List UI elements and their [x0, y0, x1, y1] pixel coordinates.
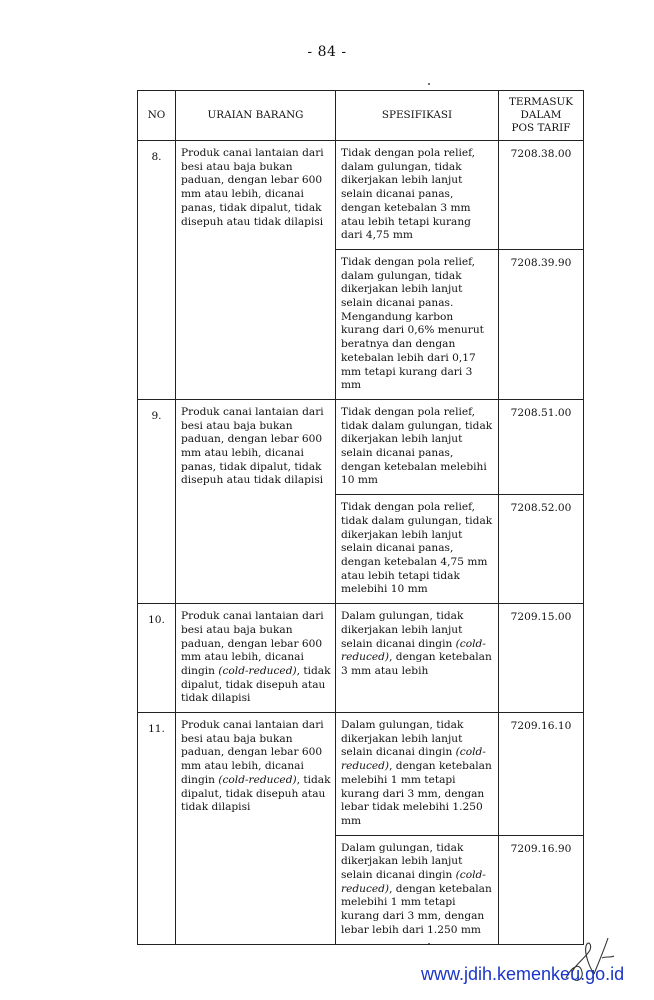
tariff-code: 7208.51.00	[499, 399, 584, 494]
header-uraian-barang: URAIAN BARANG	[176, 91, 336, 141]
tariff-code: 7208.38.00	[499, 141, 584, 250]
row-number: 9.	[138, 399, 176, 603]
spec-text: Dalam gulungan, tidak dikerjakan lebih lanjut selain dicanai dingin	[341, 719, 464, 759]
row-number: 8.	[138, 141, 176, 400]
item-description	[176, 604, 336, 713]
scan-speck	[428, 83, 430, 85]
header-pos-line1: TERMASUK	[508, 96, 574, 109]
item-specification: Tidak dengan pola relief, dalam gulungan, tidak dikerjakan lebih lanjut selain dicanai panas, dengan ketebalan 3 mm atau lebih tetapi kurang dari 4,75 mm	[336, 141, 499, 250]
item-specification	[336, 713, 499, 836]
row-number: 11.	[138, 713, 176, 945]
header-spesifikasi: SPESIFIKASI	[336, 91, 499, 141]
description-italic: (cold-reduced)	[218, 773, 297, 786]
tariff-code: 7209.16.10	[499, 713, 584, 836]
item-specification: Tidak dengan pola relief, tidak dalam gulungan, tidak dikerjakan lebih lanjut selain dicanai panas, dengan ketebalan melebihi 10 mm	[336, 399, 499, 494]
tariff-code: 7209.16.90	[499, 835, 584, 944]
item-description	[176, 713, 336, 945]
table-row	[138, 399, 584, 494]
header-pos-line3: POS TARIF	[511, 121, 571, 134]
tariff-code: 7209.15.00	[499, 604, 584, 713]
item-description: Produk canai lantaian dari besi atau baja bukan paduan, dengan lebar 600 mm atau lebih, dicanai panas, tidak dipalut, tidak disepuh atau tidak dilapisi	[176, 399, 336, 603]
header-pos-tarif	[499, 91, 584, 141]
table-row	[138, 141, 584, 250]
spec-text: , dengan ketebalan melebihi 1 mm tetapi kurang dari 3 mm, dengan lebar tidak melebihi 1.250 mm	[341, 760, 492, 827]
description-italic: (cold-reduced)	[218, 664, 297, 677]
spec-italic: (cold-reduced)	[341, 746, 486, 773]
tariff-code: 7208.39.90	[499, 249, 584, 399]
description-text: , tidak dipalut, tidak disepuh atau tidak dilapisi	[181, 664, 331, 705]
website-watermark: www.jdih.kemenkeu.go.id	[421, 964, 625, 984]
item-specification: Tidak dengan pola relief, dalam gulungan, tidak dikerjakan lebih lanjut selain dicanai panas. Mengandung karbon kurang dari 0,6% menurut beratnya dan dengan ketebalan lebih dari 0,17 mm tetapi kurang dari 3 mm	[336, 249, 499, 399]
page-number: - 84 -	[307, 44, 347, 60]
row-number: 10.	[138, 604, 176, 713]
header-pos-line2: DALAM	[520, 109, 562, 122]
spec-italic: (cold-reduced)	[341, 637, 486, 664]
item-description: Produk canai lantaian dari besi atau baja bukan paduan, dengan lebar 600 mm atau lebih, dicanai panas, tidak dipalut, tidak disepuh atau tidak dilapisi	[176, 141, 336, 400]
item-specification	[336, 604, 499, 713]
description-text: Produk canai lantaian dari besi atau baja bukan paduan, dengan lebar 600 mm atau lebih, dicanai dingin	[181, 610, 324, 677]
tariff-table	[137, 90, 584, 945]
header-no: NO	[138, 91, 176, 141]
table-header-row	[138, 91, 584, 141]
spec-italic: (cold-reduced)	[341, 869, 486, 895]
spec-text: , dengan ketebalan 3 mm atau lebih	[341, 651, 492, 677]
table-row	[138, 713, 584, 836]
item-specification: Tidak dengan pola relief, tidak dalam gulungan, tidak dikerjakan lebih lanjut selain dicanai panas, dengan ketebalan 4,75 mm atau lebih tetapi tidak melebihi 10 mm	[336, 495, 499, 604]
spec-text: , dengan ketebalan melebihi 1 mm tetapi kurang dari 3 mm, dengan lebar lebih dari 1.250 mm	[341, 882, 492, 936]
item-specification	[336, 835, 499, 944]
description-text: , tidak dipalut, tidak disepuh atau tidak dilapisi	[181, 773, 331, 814]
description-text: Produk canai lantaian dari besi atau baja bukan paduan, dengan lebar 600 mm atau lebih, dicanai dingin	[181, 719, 324, 786]
spec-text: Dalam gulungan, tidak dikerjakan lebih lanjut selain dicanai dingin	[341, 610, 464, 650]
spec-text: Dalam gulungan, tidak dikerjakan lebih lanjut selain dicanai dingin	[341, 841, 464, 882]
table-row	[138, 604, 584, 713]
tariff-code: 7208.52.00	[499, 495, 584, 604]
